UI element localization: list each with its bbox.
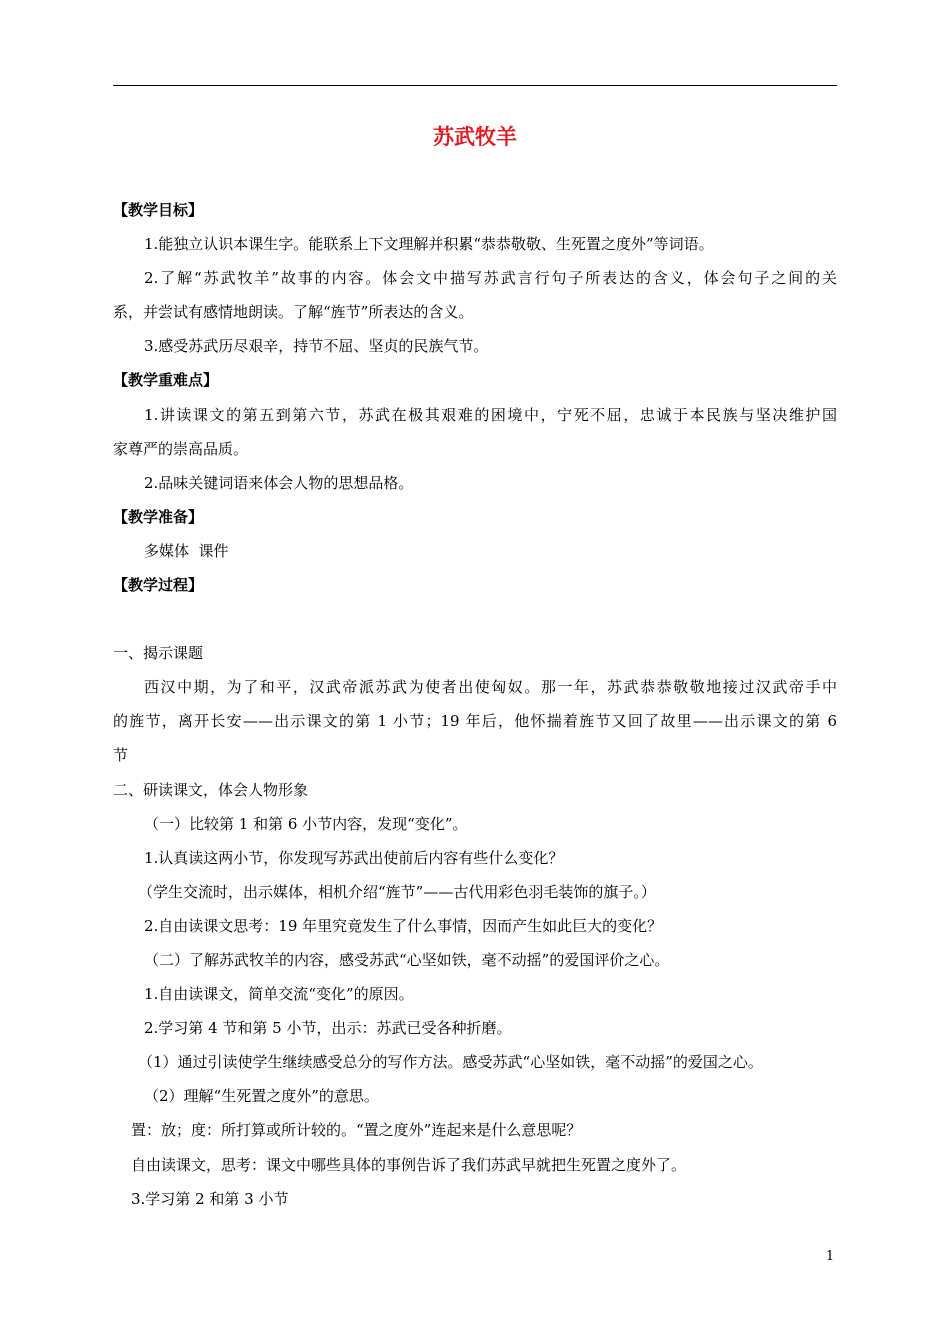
section-heading-goals: 【教学目标】 [113, 201, 204, 219]
blank-line [113, 608, 837, 642]
document-title: 苏武牧羊 [433, 125, 517, 149]
subsection-title: （二）了解苏武牧羊的内容，感受苏武“心坚如铁，毫不动摇”的爱国评价之心。 [144, 950, 670, 969]
paragraph: 西汉中期，为了和平，汉武帝派苏武为使者出使匈奴。那一年，苏武恭恭敬敬地接过汉武帝手中 [144, 678, 837, 697]
list-item: （1）通过引读使学生继续感受总分的写作方法。感受苏武“心坚如铁，毫不动摇”的爱国之心。 [138, 1053, 763, 1072]
list-item: （2）理解“生死置之度外”的意思。 [144, 1087, 379, 1106]
document-body [113, 199, 837, 1222]
part-title: 二、研读课文，体会人物形象 [113, 780, 309, 799]
section-heading-key-points: 【教学重难点】 [113, 371, 219, 390]
paragraph: 置：放；度：所打算或所计较的。“置之度外”连起来是什么意思呢？ [131, 1121, 582, 1140]
paragraph: 1.讲读课文的第五到第六节，苏武在极其艰难的困境中，宁死不屈，忠诚于本民族与坚决维护国 [144, 405, 837, 424]
header-rule [113, 85, 837, 86]
list-item: 3.学习第 2 和第 3 小节 [131, 1189, 289, 1208]
paragraph: 的旌节，离开长安——出示课文的第 1 小节；19 年后，他怀揣着旌节又回了故里——出示课文的第 6 [113, 712, 837, 731]
list-item: 2.学习第 4 节和第 5 小节，出示：苏武已受各种折磨。 [144, 1019, 512, 1038]
paragraph: 1.能独立认识本课生字。能联系上下文理解并积累“恭恭敬敬、生死置之度外”等词语。 [144, 235, 714, 254]
paragraph: 家尊严的崇高品质。 [113, 439, 249, 458]
page-number: 1 [825, 1249, 835, 1264]
note: （学生交流时，出示媒体，相机介绍“旌节”——古代用彩色羽毛装饰的旗子。） [138, 882, 656, 901]
paragraph: 自由读课文，思考：课文中哪些具体的事例告诉了我们苏武早就把生死置之度外了。 [131, 1155, 687, 1174]
paragraph: 2.了解“苏武牧羊”故事的内容。体会文中描写苏武言行句子所表达的含义，体会句子之间的关 [144, 269, 837, 288]
paragraph: 系，并尝试有感情地朗读。了解“旌节”所表达的含义。 [113, 303, 474, 322]
part-title: 一、揭示课题 [113, 644, 204, 663]
section-heading-process: 【教学过程】 [113, 576, 204, 595]
list-item: 1.认真读这两小节，你发现写苏武出使前后内容有些什么变化？ [144, 848, 564, 867]
list-item: 1.自由读课文，简单交流“变化”的原因。 [144, 985, 414, 1004]
paragraph: 2.品味关键词语来体会人物的思想品格。 [144, 473, 414, 492]
paragraph: 节 [113, 746, 129, 765]
paragraph: 多媒体 课件 [144, 541, 229, 560]
subsection-title: （一）比较第 1 和第 6 小节内容，发现“变化”。 [144, 814, 468, 833]
paragraph: 3.感受苏武历尽艰辛，持节不屈、坚贞的民族气节。 [144, 337, 489, 356]
list-item: 2.自由读课文思考：19 年里究竟发生了什么事情，因而产生如此巨大的变化？ [144, 916, 663, 935]
section-heading-preparation: 【教学准备】 [113, 507, 204, 526]
